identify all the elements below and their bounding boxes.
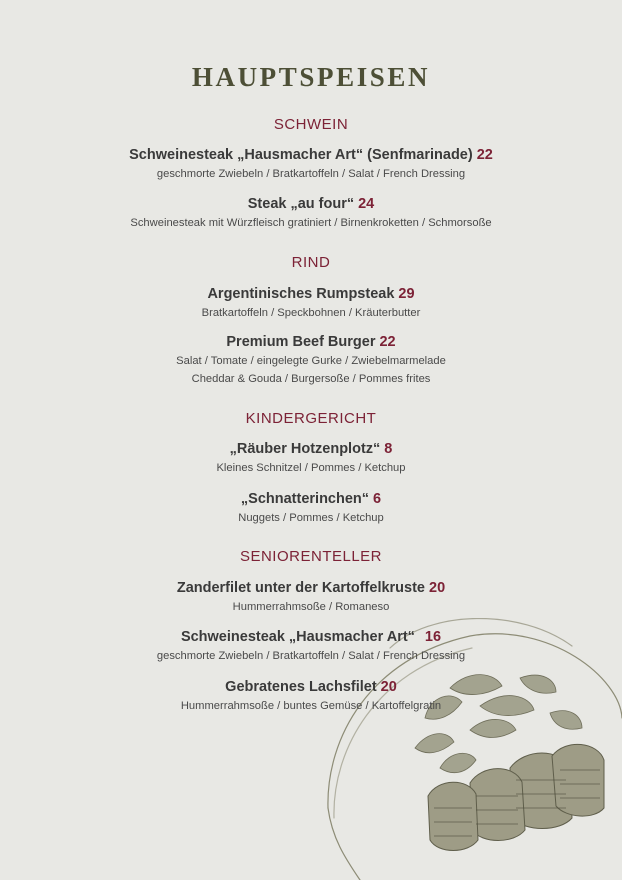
dish-title — [0, 147, 622, 163]
dish-description: Cheddar & Gouda / Burgersoße / Pommes frites — [191, 373, 431, 385]
dish-description: Nuggets / Pommes / Ketchup — [238, 512, 384, 524]
dish-price: 20 — [380, 679, 397, 695]
dish-name: Schweinesteak „Hausmacher Art“ (Senfmarinade) — [129, 147, 473, 163]
dish-name: Zanderfilet unter der Kartoffelkruste — [176, 580, 426, 596]
dish-description: Hummerrahmsoße / buntes Gemüse / Kartoffelgratin — [180, 700, 442, 712]
dish-title — [0, 334, 622, 350]
dish-description: Salat / Tomate / eingelegte Gurke / Zwiebelmarmelade — [176, 355, 446, 367]
dish-title — [0, 629, 622, 645]
section-heading-schwein: SCHWEIN — [273, 116, 349, 133]
dish-name: „Räuber Hotzenplotz“ — [229, 441, 381, 457]
dish-price: 20 — [429, 580, 446, 596]
dish-title — [0, 580, 622, 596]
dish-title — [0, 679, 622, 695]
dish-description: Kleines Schnitzel / Pommes / Ketchup — [216, 462, 406, 474]
dish-price: 22 — [476, 147, 493, 163]
dish-name: „Schnatterinchen“ — [240, 491, 370, 507]
dish-description: Bratkartoffeln / Speckbohnen / Kräuterbutter — [201, 307, 421, 319]
dish-name: Premium Beef Burger — [226, 334, 376, 350]
dish-title — [0, 491, 622, 507]
dish-name: Schweinesteak „Hausmacher Art“ — [180, 629, 415, 645]
dish-price: 29 — [398, 286, 415, 302]
dish-price: 6 — [373, 491, 382, 507]
dish-description: Hummerrahmsoße / Romaneso — [232, 601, 390, 613]
page-title: HAUPTSPEISEN — [191, 62, 431, 92]
dish-price: 24 — [358, 196, 375, 212]
dish-description: geschmorte Zwiebeln / Bratkartoffeln / Salat / French Dressing — [156, 650, 466, 662]
section-heading-kindergericht: KINDERGERICHT — [245, 410, 377, 427]
section-heading-rind: RIND — [291, 254, 331, 271]
dish-price: 8 — [384, 441, 393, 457]
dish-price: 22 — [379, 334, 396, 350]
dish-name: Steak „au four“ — [247, 196, 355, 212]
dish-name: Argentinisches Rumpsteak — [207, 286, 395, 302]
dish-name: Gebratenes Lachsfilet — [225, 679, 377, 695]
dish-title — [0, 196, 622, 212]
dish-description: Schweinesteak mit Würzfleisch gratiniert / Birnenkroketten / Schmorsoße — [130, 217, 492, 229]
section-heading-seniorenteller: SENIORENTELLER — [239, 548, 383, 565]
dish-title — [0, 441, 622, 457]
dish-price: 16 — [424, 629, 442, 645]
dish-title — [0, 286, 622, 302]
dish-description: geschmorte Zwiebeln / Bratkartoffeln / Salat / French Dressing — [156, 168, 466, 180]
